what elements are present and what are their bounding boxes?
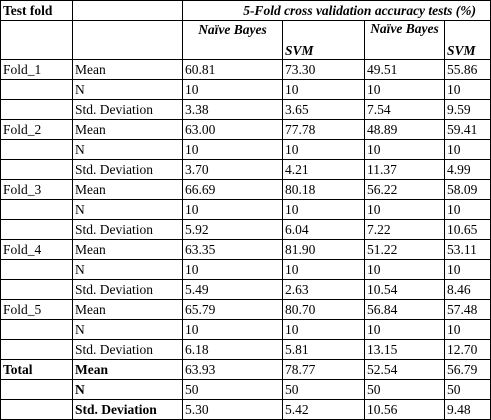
fold-rows	[1, 60, 491, 360]
metric-label: N	[73, 260, 183, 280]
metric-label: Std. Deviation	[73, 100, 183, 120]
svm-2-value: 10.65	[445, 220, 491, 240]
svm-1-value: 10	[283, 260, 365, 280]
naive-bayes-2-value: 7.22	[365, 220, 445, 240]
svm-2-value: 10	[445, 140, 491, 160]
header-empty-cell	[73, 1, 183, 21]
fold-label: Fold_4	[1, 240, 73, 260]
metric-label: N	[73, 380, 183, 400]
table-row	[1, 120, 491, 140]
svm-1-value: 10	[283, 80, 365, 100]
table-row	[1, 260, 491, 280]
svm-2-value: 10	[445, 80, 491, 100]
svm-1-value: 80.18	[283, 180, 365, 200]
fold-label	[1, 320, 73, 340]
naive-bayes-2-value: 51.22	[365, 240, 445, 260]
fold-label	[1, 160, 73, 180]
svm-2-value: 10	[445, 320, 491, 340]
table-row	[1, 300, 491, 320]
header-span-title: 5-Fold cross validation accuracy tests (%)	[183, 1, 491, 21]
fold-label: Total	[1, 360, 73, 380]
svm-1-value: 77.78	[283, 120, 365, 140]
naive-bayes-1-value: 3.70	[183, 160, 283, 180]
table-row	[1, 80, 491, 100]
naive-bayes-2-value: 10	[365, 260, 445, 280]
svm-1-value: 4.21	[283, 160, 365, 180]
svm-1-value: 5.42	[283, 400, 365, 420]
naive-bayes-2-value: 10.56	[365, 400, 445, 420]
naive-bayes-2-value: 10	[365, 200, 445, 220]
naive-bayes-2-value: 49.51	[365, 60, 445, 80]
naive-bayes-1-value: 60.81	[183, 60, 283, 80]
header-empty-cell	[73, 21, 183, 60]
naive-bayes-2-value: 56.84	[365, 300, 445, 320]
header-row-2	[1, 21, 491, 60]
svm-2-value: 10	[445, 200, 491, 220]
svm-1-value: 2.63	[283, 280, 365, 300]
metric-label: N	[73, 320, 183, 340]
svm-1-value: 73.30	[283, 60, 365, 80]
naive-bayes-2-value: 50	[365, 380, 445, 400]
table-row	[1, 60, 491, 80]
naive-bayes-2-value: 10	[365, 140, 445, 160]
svm-2-value: 59.41	[445, 120, 491, 140]
naive-bayes-2-value: 10	[365, 80, 445, 100]
svm-2-value: 56.79	[445, 360, 491, 380]
svm-2-value: 50	[445, 380, 491, 400]
naive-bayes-1-value: 63.93	[183, 360, 283, 380]
table-row	[1, 280, 491, 300]
table-row	[1, 220, 491, 240]
metric-label: Mean	[73, 300, 183, 320]
naive-bayes-1-value: 66.69	[183, 180, 283, 200]
fold-label	[1, 200, 73, 220]
table-row	[1, 160, 491, 180]
metric-label: Std. Deviation	[73, 160, 183, 180]
naive-bayes-2-value: 10.54	[365, 280, 445, 300]
fold-label	[1, 400, 73, 420]
fold-label	[1, 260, 73, 280]
total-rows	[1, 360, 491, 420]
naive-bayes-1-value: 3.38	[183, 100, 283, 120]
fold-label	[1, 280, 73, 300]
fold-label	[1, 220, 73, 240]
svm-1-value: 10	[283, 200, 365, 220]
table-row	[1, 320, 491, 340]
fold-label	[1, 380, 73, 400]
fold-label	[1, 340, 73, 360]
table-row	[1, 140, 491, 160]
table-row	[1, 340, 491, 360]
metric-label: Std. Deviation	[73, 340, 183, 360]
naive-bayes-1-value: 10	[183, 320, 283, 340]
fold-label: Fold_5	[1, 300, 73, 320]
metric-label: Std. Deviation	[73, 280, 183, 300]
header-empty-cell	[1, 21, 73, 60]
svm-2-value: 53.11	[445, 240, 491, 260]
naive-bayes-1-value: 5.49	[183, 280, 283, 300]
header-naive-bayes-1: Naïve Bayes	[183, 21, 283, 60]
svm-1-value: 10	[283, 140, 365, 160]
table-row	[1, 240, 491, 260]
svm-2-value: 9.59	[445, 100, 491, 120]
svm-1-value: 81.90	[283, 240, 365, 260]
svm-1-value: 78.77	[283, 360, 365, 380]
naive-bayes-1-value: 5.92	[183, 220, 283, 240]
naive-bayes-2-value: 48.89	[365, 120, 445, 140]
svm-2-value: 4.99	[445, 160, 491, 180]
svm-2-value: 12.70	[445, 340, 491, 360]
metric-label: Std. Deviation	[73, 400, 183, 420]
naive-bayes-1-value: 10	[183, 260, 283, 280]
metric-label: Mean	[73, 240, 183, 260]
metric-label: Mean	[73, 120, 183, 140]
fold-label	[1, 100, 73, 120]
header-naive-bayes-2: Naïve Bayes	[365, 21, 445, 60]
metric-label: N	[73, 200, 183, 220]
naive-bayes-1-value: 50	[183, 380, 283, 400]
naive-bayes-1-value: 10	[183, 200, 283, 220]
metric-label: Std. Deviation	[73, 220, 183, 240]
total-row	[1, 400, 491, 420]
naive-bayes-1-value: 63.00	[183, 120, 283, 140]
table-row	[1, 200, 491, 220]
header-svm-2: SVM	[445, 21, 491, 60]
header-test-fold: Test fold	[1, 1, 73, 21]
metric-label: Mean	[73, 180, 183, 200]
fold-label: Fold_2	[1, 120, 73, 140]
naive-bayes-1-value: 6.18	[183, 340, 283, 360]
header-svm-1: SVM	[283, 21, 365, 60]
naive-bayes-2-value: 56.22	[365, 180, 445, 200]
svm-1-value: 10	[283, 320, 365, 340]
svm-1-value: 80.70	[283, 300, 365, 320]
metric-label: N	[73, 80, 183, 100]
svm-2-value: 58.09	[445, 180, 491, 200]
svm-1-value: 3.65	[283, 100, 365, 120]
naive-bayes-2-value: 11.37	[365, 160, 445, 180]
total-row	[1, 360, 491, 380]
svm-2-value: 8.46	[445, 280, 491, 300]
svm-1-value: 6.04	[283, 220, 365, 240]
svm-1-value: 50	[283, 380, 365, 400]
naive-bayes-2-value: 10	[365, 320, 445, 340]
naive-bayes-1-value: 63.35	[183, 240, 283, 260]
total-row	[1, 380, 491, 400]
naive-bayes-2-value: 7.54	[365, 100, 445, 120]
svm-1-value: 5.81	[283, 340, 365, 360]
naive-bayes-1-value: 65.79	[183, 300, 283, 320]
svm-2-value: 10	[445, 260, 491, 280]
header-row-1	[1, 1, 491, 21]
table-row	[1, 180, 491, 200]
svm-2-value: 55.86	[445, 60, 491, 80]
fold-label	[1, 80, 73, 100]
svm-2-value: 9.48	[445, 400, 491, 420]
naive-bayes-2-value: 52.54	[365, 360, 445, 380]
naive-bayes-1-value: 5.30	[183, 400, 283, 420]
metric-label: Mean	[73, 360, 183, 380]
table-row	[1, 100, 491, 120]
fold-label: Fold_3	[1, 180, 73, 200]
metric-label: N	[73, 140, 183, 160]
fold-label	[1, 140, 73, 160]
metric-label: Mean	[73, 60, 183, 80]
naive-bayes-2-value: 13.15	[365, 340, 445, 360]
svm-2-value: 57.48	[445, 300, 491, 320]
fold-label: Fold_1	[1, 60, 73, 80]
naive-bayes-1-value: 10	[183, 140, 283, 160]
naive-bayes-1-value: 10	[183, 80, 283, 100]
